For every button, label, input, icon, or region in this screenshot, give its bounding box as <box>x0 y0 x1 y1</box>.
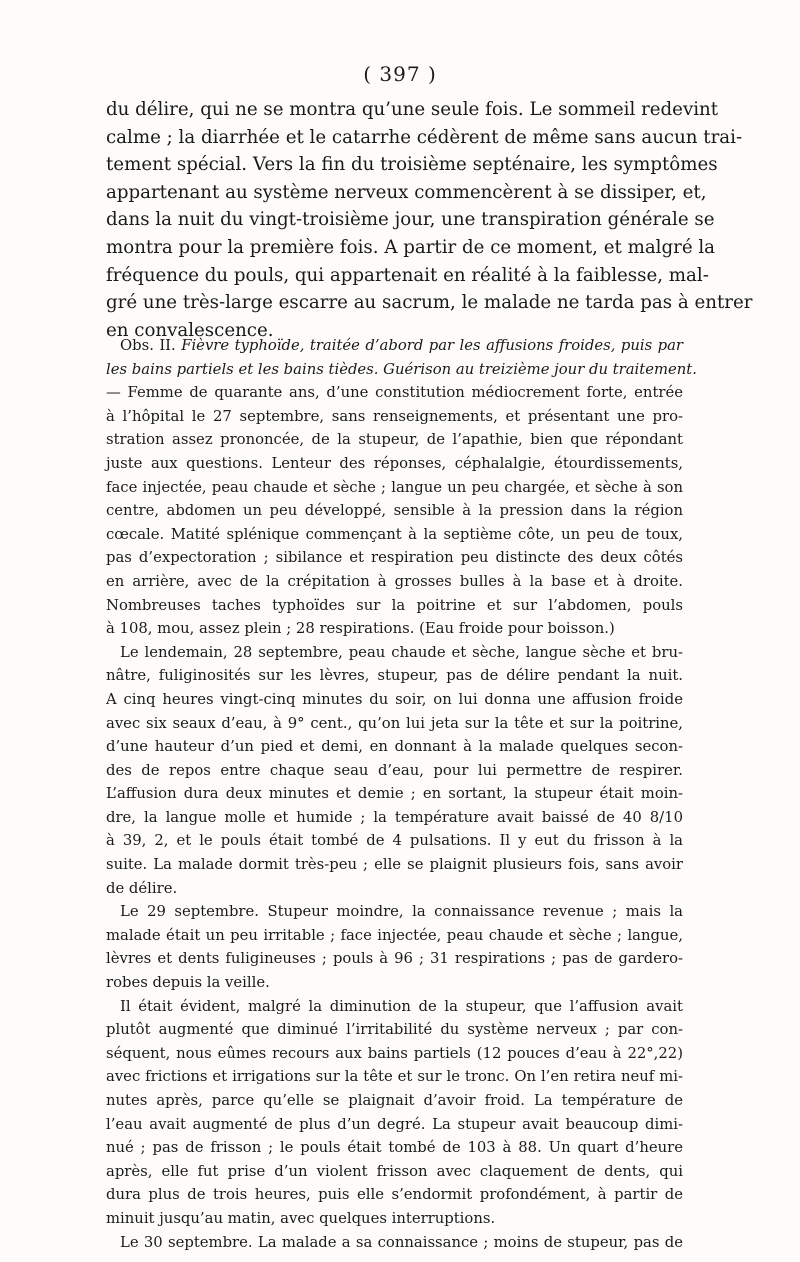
text-line: des de repos entre chaque seau d’eau, pour lui permettre de respirer. <box>106 761 683 779</box>
observation-title: Fièvre typhoïde, traitée d’abord par les affusions froides, puis par <box>181 337 683 354</box>
text-line: pas d’expectoration ; sibilance et respiration peu distincte des deux côtés <box>106 549 683 567</box>
observation-heading-line <box>106 334 683 358</box>
text-line: cœcale. Matité splénique commençant à la septième côte, un peu de toux, <box>106 525 683 543</box>
text-line: calme ; la diarrhée et le catarrhe cédèrent de même sans aucun trai- <box>106 126 743 148</box>
text-line: nâtre, fuliginosités sur les lèvres, stupeur, pas de délire pendant la nuit. <box>106 667 683 685</box>
text-line: face injectée, peau chaude et sèche ; langue un peu chargée, et sèche à son <box>106 478 683 496</box>
text-line: malade était un peu irritable ; face injectée, peau chaude et sèche ; langue, <box>106 926 683 944</box>
text-line: avec six seaux d’eau, à 9° cent., qu’on lui jeta sur la tête et sur la poitrine, <box>106 714 683 732</box>
text-line: séquent, nous eûmes recours aux bains partiels (12 pouces d’eau à 22°,22) <box>106 1044 683 1062</box>
text-line: minuit jusqu’au matin, avec quelques interruptions. <box>106 1209 496 1227</box>
text-line: Le lendemain, 28 septembre, peau chaude et sèche, langue sèche et bru- <box>120 643 683 661</box>
text-line: nué ; pas de frisson ; le pouls était tombé de 103 à 88. Un quart d’heure <box>106 1139 683 1157</box>
text-line: dans la nuit du vingt-troisième jour, une transpiration générale se <box>106 209 715 231</box>
text-line: lèvres et dents fuligineuses ; pouls à 96 ; 31 respirations ; pas de gardero- <box>106 950 683 968</box>
text-line: juste aux questions. Lenteur des réponses, céphalalgie, étourdissements, <box>106 454 683 472</box>
observation-label: Obs. II. <box>120 337 176 354</box>
continuation-paragraph <box>106 96 753 344</box>
text-line: en convalescence. <box>106 319 274 341</box>
text-line: à 108, mou, assez plein ; 28 respirations. (Eau froide pour boisson.) <box>106 620 615 638</box>
text-line: de délire. <box>106 879 178 897</box>
text-line: robes depuis la veille. <box>106 974 270 992</box>
text-line: l’eau avait augmenté de plus d’un degré. La stupeur avait beaucoup dimi- <box>106 1115 683 1133</box>
text-line: avec frictions et irrigations sur la tête et sur le tronc. On l’en retira neuf mi- <box>106 1068 683 1086</box>
text-line: à l’hôpital le 27 septembre, sans renseignements, et présentant une pro- <box>106 407 683 425</box>
page-number: ( 397 ) <box>363 62 437 86</box>
observation-section <box>106 334 697 1254</box>
text-line: Le 30 septembre. La malade a sa connaissance ; moins de stupeur, pas de <box>120 1233 683 1251</box>
text-line: à 39, 2, et le pouls était tombé de 4 pulsations. Il y eut du frisson à la <box>106 832 683 850</box>
text-line: plutôt augmenté que diminué l’irritabilité du système nerveux ; par con- <box>106 1021 683 1039</box>
text-line: appartenant au système nerveux commencèrent à se dissiper, et, <box>106 181 707 203</box>
text-line: stration assez prononcée, de la stupeur, de l’apathie, bien que répondant <box>106 431 683 449</box>
text-line: en arrière, avec de la crépitation à grosses bulles à la base et à droite. <box>106 572 683 590</box>
text-line: montra pour la première fois. A partir de ce moment, et malgré la <box>106 236 716 258</box>
text-line: gré une très-large escarre au sacrum, le malade ne tarda pas à entrer <box>106 292 753 314</box>
text-line: dura plus de trois heures, puis elle s’endormit profondément, à partir de <box>106 1186 683 1204</box>
text-line: Nombreuses taches typhoïdes sur la poitrine et sur l’abdomen, pouls <box>106 596 683 614</box>
text-line: dre, la langue molle et humide ; la température avait baissé de 40 8/10 <box>106 808 683 826</box>
text-line: après, elle fut prise d’un violent frisson avec claquement de dents, qui <box>106 1162 683 1180</box>
text-line: nutes après, parce qu’elle se plaignait d’avoir froid. La température de <box>106 1092 683 1109</box>
text-line: A cinq heures vingt-cinq minutes du soir, on lui donna une affusion froide <box>106 690 683 708</box>
text-line: Le 29 septembre. Stupeur moindre, la connaissance revenue ; mais la <box>120 903 683 921</box>
text-line: tement spécial. Vers la fin du troisième septénaire, les symptômes <box>106 154 718 176</box>
text-line: du délire, qui ne se montra qu’une seule fois. Le sommeil redevint <box>106 99 719 120</box>
text-line: centre, abdomen un peu développé, sensible à la pression dans la région <box>106 502 683 520</box>
text-line: fréquence du pouls, qui appartenait en réalité à la faiblesse, mal- <box>106 264 709 286</box>
text-line: d’une hauteur d’un pied et demi, en donnant à la malade quelques secon- <box>106 738 683 756</box>
observation-title-continued: les bains partiels et les bains tièdes. Guérison au treizième jour du traitement. <box>106 360 697 378</box>
text-line: L’affusion dura deux minutes et demie ; en sortant, la stupeur était moin- <box>106 785 683 803</box>
text-line: Il était évident, malgré la diminution de la stupeur, que l’affusion avait <box>120 997 683 1015</box>
text-line: suite. La malade dormit très-peu ; elle se plaignit plusieurs fois, sans avoir <box>106 856 683 874</box>
text-line: — Femme de quarante ans, d’une constitution médiocrement forte, entrée <box>106 384 683 402</box>
